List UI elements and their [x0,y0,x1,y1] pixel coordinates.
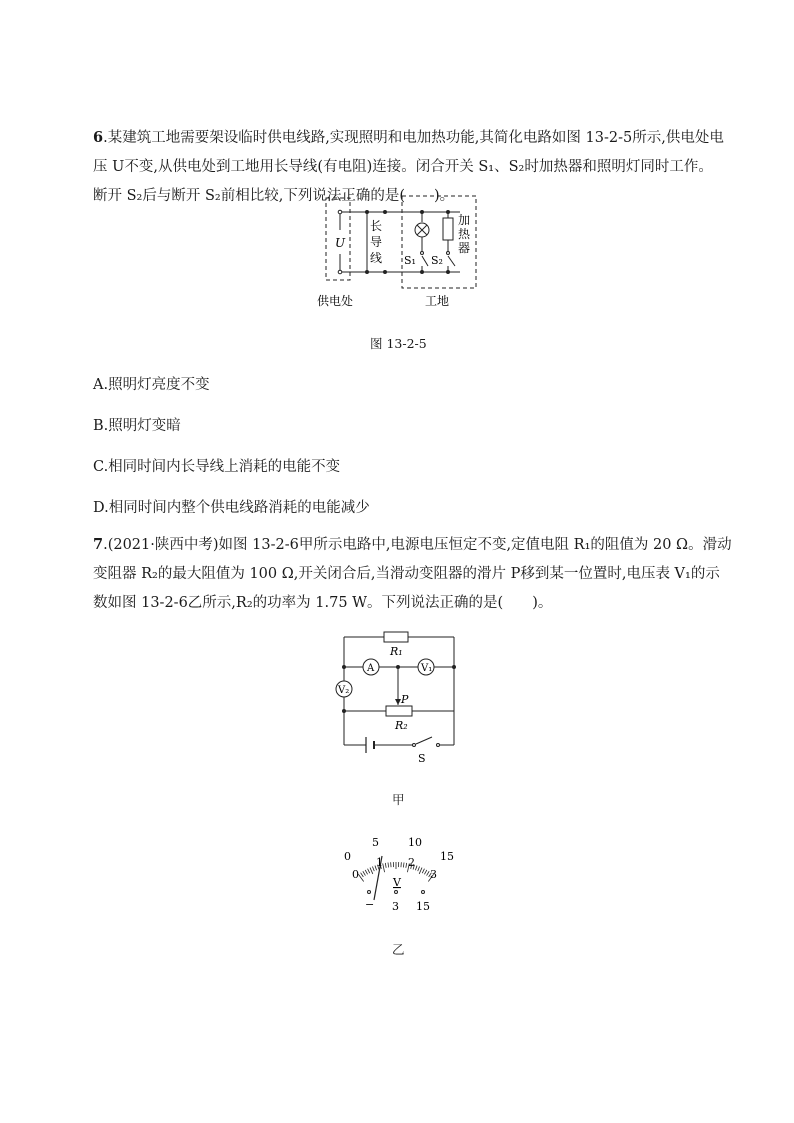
label-s2: S₂ [431,254,443,267]
label-v2: V₂ [338,685,350,696]
label-heater-2: 热 [458,227,471,241]
junction-dot [383,210,387,214]
switch-s2-contact [447,252,450,255]
question-number: 7 [93,536,104,553]
label-wire-1: 长 [370,219,383,233]
terminal [338,270,342,274]
junction-dot [383,270,387,274]
dial-tick [388,863,389,868]
unit-v: V [393,876,401,889]
figure-caption: 图 13-2-5 [370,336,427,351]
scale-top-15: 15 [440,850,454,863]
label-s: S [418,752,426,765]
question-text-line: 断开 S₂后与断开 S₂前相比较,下列说法正确的是( )。 [93,188,455,204]
scale-top-10: 10 [408,836,422,849]
figure-caption: 乙 [392,942,405,957]
option-d: D.相同时间内整个供电线路消耗的电能减少 [93,500,370,516]
switch-s2 [448,256,455,266]
dial-tick [418,866,420,871]
terminal-3 [395,891,398,894]
dial-tick [368,869,370,873]
terminal-label-neg: − [365,898,375,911]
scale-top-5: 5 [372,836,379,849]
label-v1: V₁ [421,663,433,674]
scale-bottom-2: 2 [408,856,415,869]
terminal-label-3: 3 [392,900,399,913]
terminal-15 [422,891,425,894]
figure-caption: 甲 [392,792,405,807]
heater-resistor [443,218,453,240]
label-heater-1: 加 [458,213,471,227]
label-r1: R₁ [390,645,403,658]
dial-tick [403,863,404,868]
dial-tick [419,868,422,874]
dial-tick [415,866,417,871]
question-text-line: 压 U不变,从供电处到工地用长导线(有电阻)连接。闭合开关 S₁、S₂时加热器和照明灯同时工作。 [93,159,713,175]
resistor-r1 [384,632,408,642]
question-number: 6 [93,129,104,146]
dial-tick [372,866,374,871]
scale-top-0: 0 [344,850,351,863]
switch-s1-contact [421,252,424,255]
label-a: A [367,663,375,674]
dial-tick [363,871,366,875]
option-a: A.照明灯亮度不变 [93,377,210,393]
question-text-line: .某建筑工地需要架设临时供电线路,实现照明和电加热功能,其简化电路如图 13-2-5所示,供电处电 [103,130,724,146]
scale-bottom-1: 1 [376,856,383,869]
rheostat-r2 [386,706,412,716]
dial-tick [361,873,364,877]
label-s1: S₁ [404,254,416,267]
label-u: U [335,236,346,250]
option-b: B.照明灯变暗 [93,418,181,434]
scale-bottom-3: 3 [430,868,437,881]
circuit-figure-13-2-5 [300,192,500,316]
dial-tick [422,869,424,873]
label-site: 工地 [425,294,450,308]
label-supply: 供电处 [317,294,354,308]
dial-tick [370,868,373,874]
circuit-figure-a [326,625,466,765]
dial-tick [385,863,386,868]
dial-tick [427,871,430,875]
terminal-neg [368,891,371,894]
switch-s1 [422,256,428,266]
switch-s [416,737,432,744]
dial-tick [358,874,363,881]
question-7 [93,530,733,618]
question-text-line: 数如图 13-2-6乙所示,R₂的功率为 1.75 W。下列说法正确的是( )。 [93,595,553,611]
label-heater-3: 器 [458,241,471,255]
label-wire-2: 导 [370,235,383,249]
option-c: C.相同时间内长导线上消耗的电能不变 [93,459,341,475]
question-text-line: .(2021·陕西中考)如图 13-2-6甲所示电路中,电源电压恒定不变,定值电阻 R₁的阻值为 20 Ω。滑动 [103,537,732,553]
label-r2: R₂ [395,719,408,732]
question-text-line: 变阻器 R₂的最大阻值为 100 Ω,开关闭合后,当滑动变阻器的滑片 P移到某一位置时,电压表 V₁的示 [93,566,720,582]
dial-tick [365,870,367,874]
voltmeter-dial-figure [330,830,464,916]
label-p: P [401,693,409,706]
dial-tick [424,870,426,874]
terminal-label-15: 15 [416,900,430,913]
label-wire-3: 线 [370,251,383,265]
dial-tick [406,863,407,868]
terminal [338,210,342,214]
scale-bottom-0: 0 [352,868,359,881]
